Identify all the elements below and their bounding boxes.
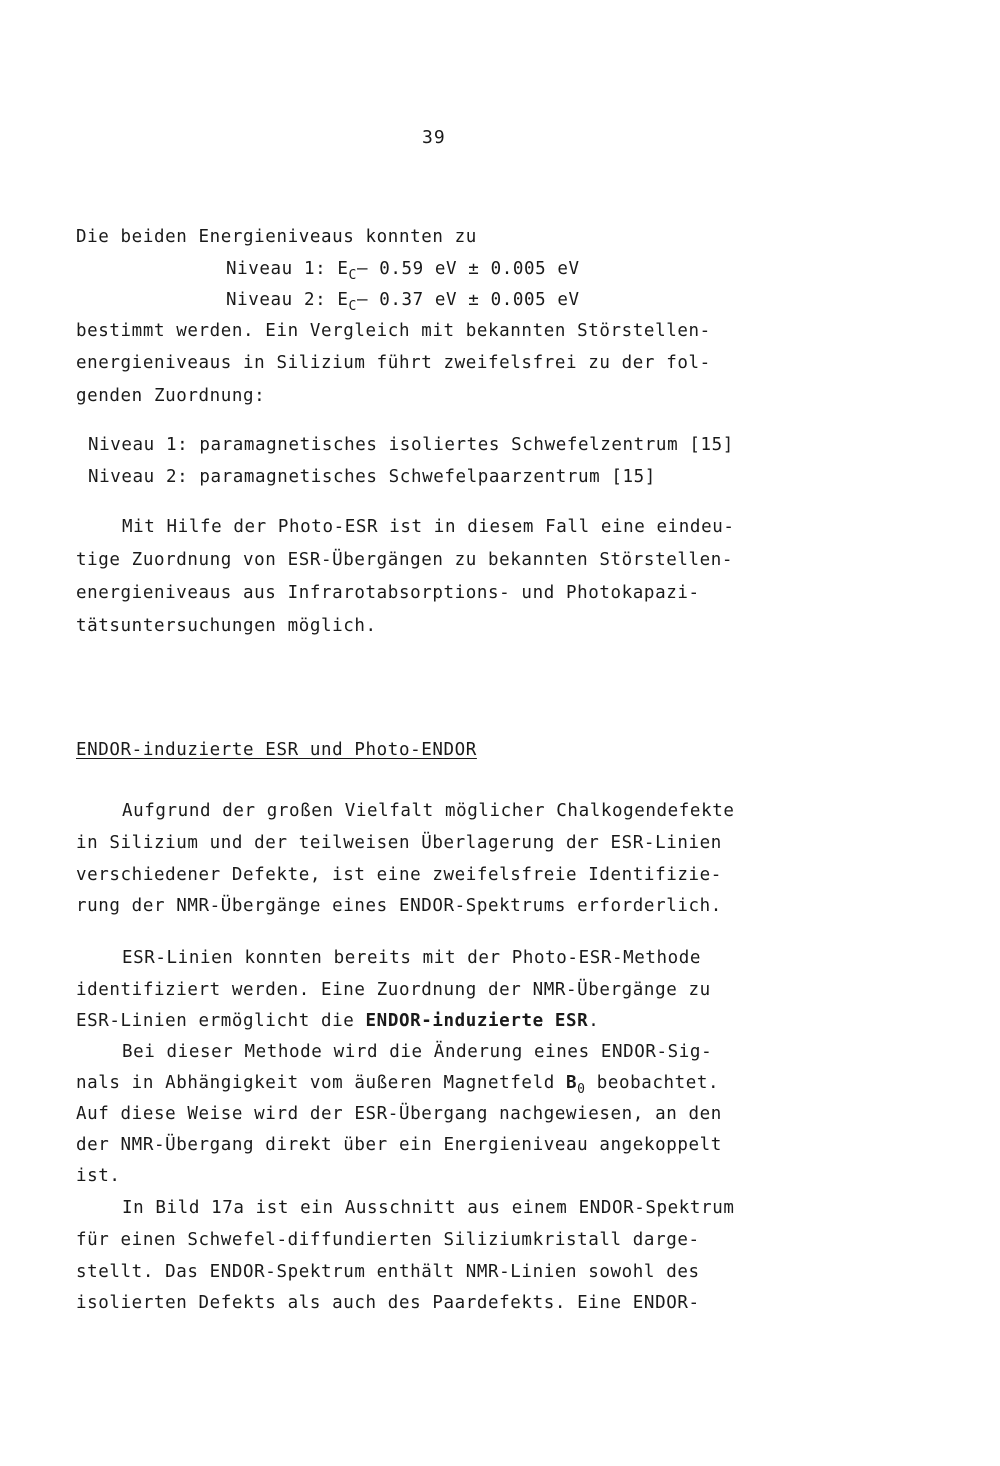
paragraph-line: der NMR-Übergang direkt über ein Energieniveau angekoppelt: [76, 1135, 722, 1155]
level-value: – 0.37 eV ± 0.005 eV: [356, 290, 580, 310]
text-span: beobachtet.: [585, 1073, 720, 1093]
paragraph-line: energieniveaus aus Infrarotabsorptions- und Photokapazi-: [76, 583, 700, 603]
paragraph-line: ist.: [76, 1166, 121, 1186]
field-symbol: B: [565, 1073, 578, 1093]
paragraph-line: Mit Hilfe der Photo-ESR ist in diesem Fall eine eindeu-: [122, 517, 735, 537]
field-subscript: 0: [577, 1082, 586, 1097]
energy-symbol: E: [337, 290, 349, 310]
level-value: – 0.59 eV ± 0.005 eV: [356, 259, 580, 279]
paragraph-line: energieniveaus in Silizium führt zweifelsfrei zu der fol-: [76, 353, 711, 373]
paragraph-line: In Bild 17a ist ein Ausschnitt aus einem ENDOR-Spektrum: [122, 1198, 735, 1218]
paragraph-line: tätsuntersuchungen möglich.: [76, 616, 377, 636]
level-label: Niveau 2:: [226, 290, 327, 310]
paragraph-line: Aufgrund der großen Vielfalt möglicher Chalkogendefekte: [122, 801, 735, 821]
paragraph-line: für einen Schwefel-diffundierten Siliziumkristall darge-: [76, 1230, 700, 1250]
text-span: .: [588, 1011, 600, 1031]
paragraph-line: Bei dieser Methode wird die Änderung eines ENDOR-Sig-: [122, 1042, 713, 1062]
level-1-line: [226, 258, 580, 282]
paragraph-line: [76, 1010, 599, 1032]
energy-symbol: E: [337, 259, 349, 279]
text-span: ESR-Linien ermöglicht die: [76, 1011, 366, 1031]
paragraph-line: isolierten Defekts als auch des Paardefekts. Eine ENDOR-: [76, 1293, 700, 1313]
assignment-line: Niveau 2: paramagnetisches Schwefelpaarzentrum [15]: [88, 467, 656, 487]
paragraph-line: verschiedener Defekte, ist eine zweifelsfreie Identifizie-: [76, 865, 722, 885]
energy-subscript: C: [348, 268, 357, 283]
paragraph-line: genden Zuordnung:: [76, 386, 266, 406]
paragraph-line: bestimmt werden. Ein Vergleich mit bekannten Störstellen-: [76, 321, 711, 341]
text-span: nals in Abhängigkeit vom äußeren Magnetfeld: [76, 1073, 566, 1093]
section-heading: ENDOR-induzierte ESR und Photo-ENDOR: [76, 740, 477, 760]
level-label: Niveau 1:: [226, 259, 327, 279]
level-2-line: [226, 289, 580, 313]
paragraph-line: Auf diese Weise wird der ESR-Übergang nachgewiesen, an den: [76, 1104, 722, 1124]
assignment-line: Niveau 1: paramagnetisches isoliertes Schwefelzentrum [15]: [88, 435, 734, 455]
intro-line: Die beiden Energieniveaus konnten zu: [76, 227, 477, 247]
paragraph-line: rung der NMR-Übergänge eines ENDOR-Spektrums erforderlich.: [76, 896, 722, 916]
paragraph-line: identifiziert werden. Eine Zuordnung der NMR-Übergänge zu: [76, 980, 711, 1000]
energy-subscript: C: [348, 299, 357, 314]
paragraph-line: in Silizium und der teilweisen Überlagerung der ESR-Linien: [76, 833, 722, 853]
emphasized-term: ENDOR-induzierte ESR: [365, 1011, 589, 1031]
paragraph-line: ESR-Linien konnten bereits mit der Photo-ESR-Methode: [122, 948, 702, 968]
paragraph-line: [76, 1072, 719, 1096]
paragraph-line: tige Zuordnung von ESR-Übergängen zu bekannten Störstellen-: [76, 550, 734, 570]
paragraph-line: stellt. Das ENDOR-Spektrum enthält NMR-Linien sowohl des: [76, 1262, 700, 1282]
page-number: 39: [422, 127, 446, 148]
